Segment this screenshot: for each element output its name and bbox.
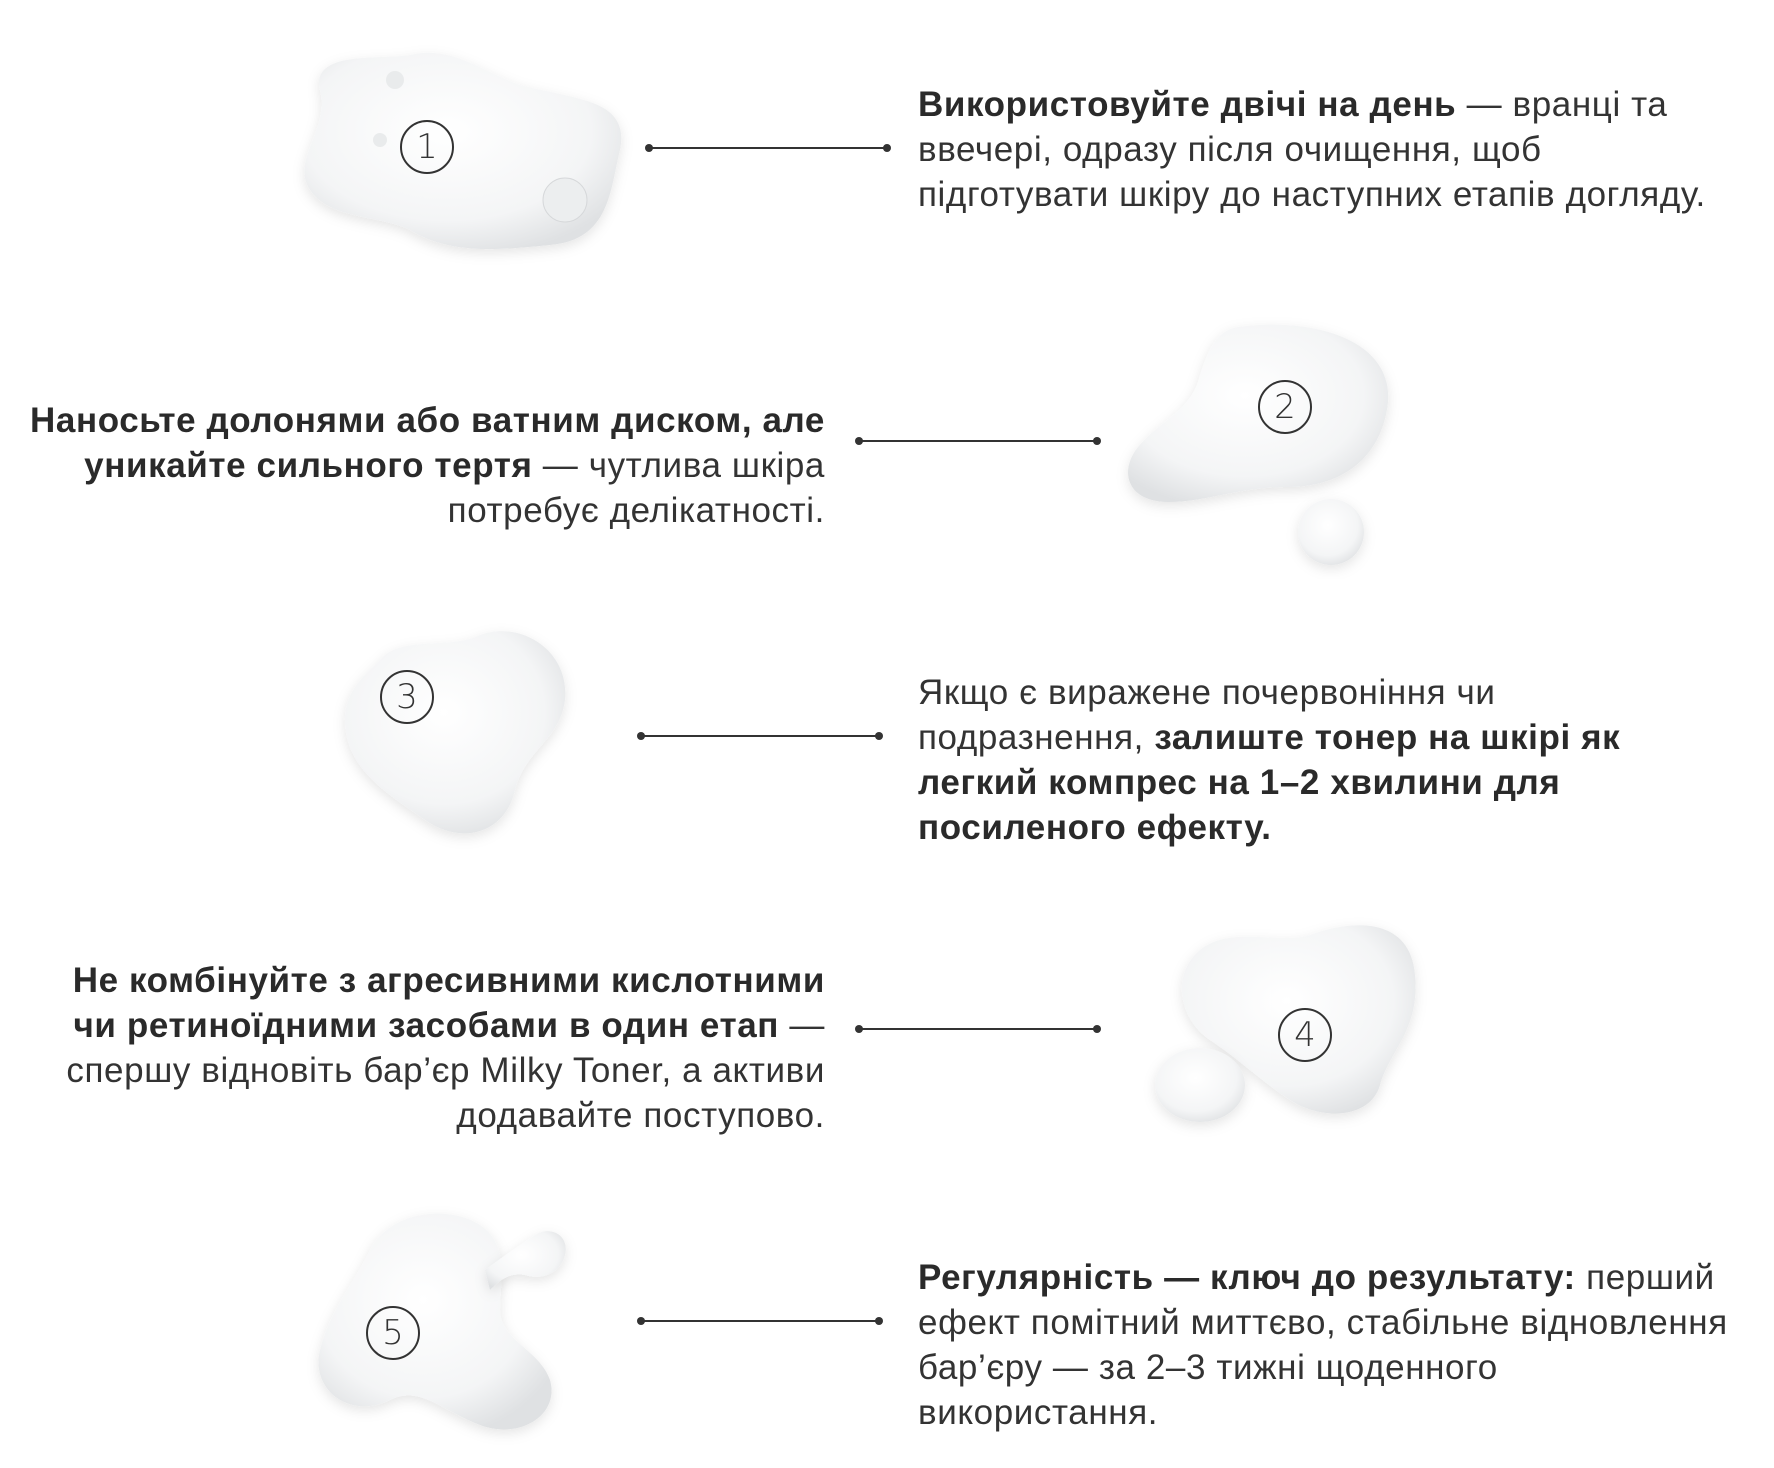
connector-line-3 (640, 735, 880, 737)
step-4-rest: — спершу відновіть бар’єр Milky Toner, а активи додавайте поступово. (66, 1006, 825, 1135)
step-3-bold: залиште тонер на шкірі як легкий компрес на 1–2 хвилини для посиленого ефекту. (918, 718, 1621, 847)
step-text-5 (918, 1255, 1728, 1435)
step-3-lead: Якщо є виражене почервоніння чи подразнення, (918, 673, 1496, 757)
connector-line-5 (640, 1320, 880, 1322)
cream-drop-image-5 (310, 1200, 610, 1440)
step-4-bold: Не комбінуйте з агресивними кислотними чи ретиноїдними засобами в один етап (72, 961, 825, 1045)
step-number-3: 3 (380, 670, 434, 724)
step-text-1 (918, 82, 1718, 217)
step-2-rest: — чутлива шкіра потребує делікатності. (447, 446, 825, 530)
step-text-3 (918, 670, 1718, 850)
connector-line-1 (648, 147, 888, 149)
connector-line-2 (858, 440, 1098, 442)
step-number-4: 4 (1278, 1008, 1332, 1062)
step-2-bold: Наносьте долонями або ватним диском, але уникайте сильного тертя (30, 401, 825, 485)
step-text-4 (30, 958, 825, 1138)
step-text-2 (30, 398, 825, 533)
step-1-bold: Використовуйте двічі на день (918, 85, 1457, 124)
connector-line-4 (858, 1028, 1098, 1030)
cream-drop-image-1 (290, 30, 630, 270)
step-number-5: 5 (366, 1306, 420, 1360)
step-1-rest: — вранці та ввечері, одразу після очищення, щоб підготувати шкіру до наступних етапів догляду. (918, 85, 1706, 214)
cream-drop-image-2 (1118, 322, 1418, 572)
step-number-2: 2 (1258, 380, 1312, 434)
step-number-1: 1 (400, 120, 454, 174)
cream-drop-image-3 (340, 630, 580, 850)
step-5-bold: Регулярність — ключ до результату: (918, 1258, 1576, 1297)
cream-drop-image-4 (1140, 920, 1440, 1135)
step-5-rest: перший ефект помітний миттєво, стабільне відновлення бар’єру — за 2–3 тижні щоденного використання. (918, 1258, 1728, 1432)
